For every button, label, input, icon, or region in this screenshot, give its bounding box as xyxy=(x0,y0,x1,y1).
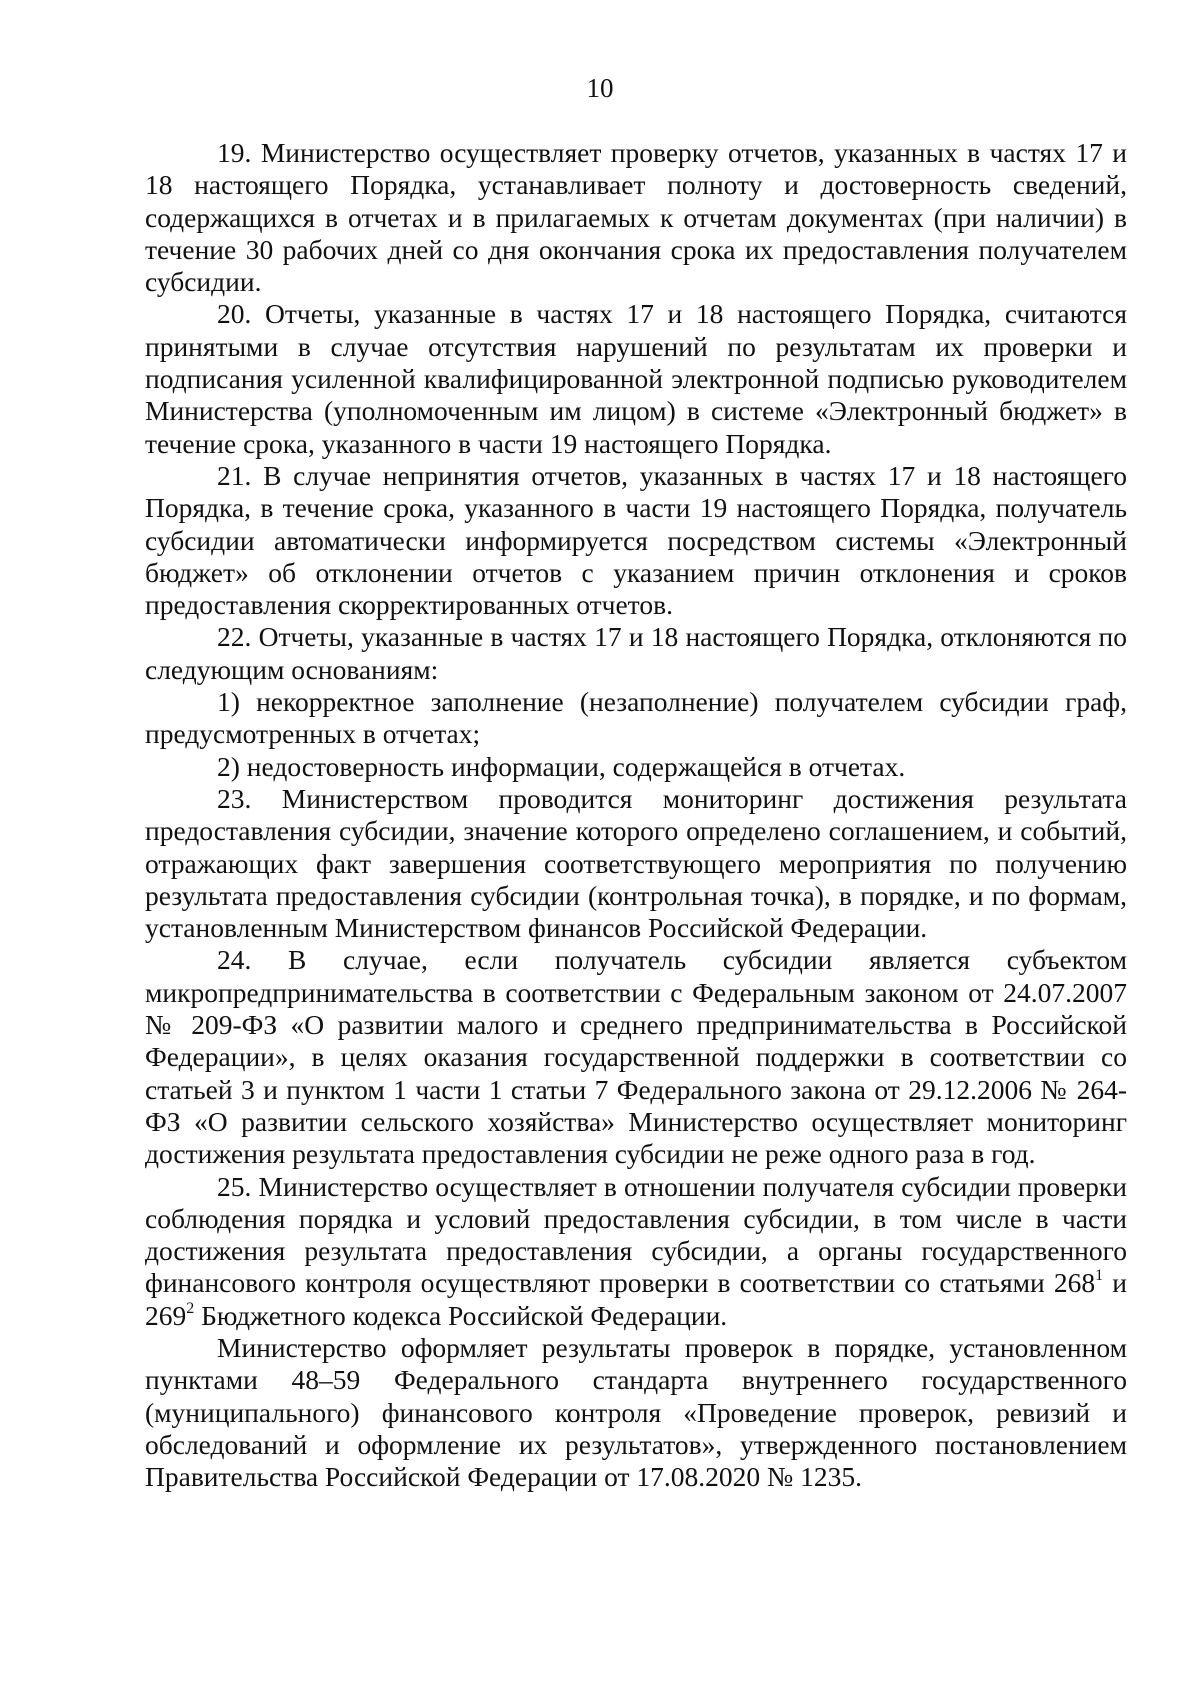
paragraph-19: 19. Министерство осуществляет проверку отчетов, указанных в частях 17 и 18 настоящего Порядка, устанавливает полноту и достоверность сведений, содержащихся в отчетах и в прилагаемых к отчетам документах (при наличии) в течение 30 рабочих дней со дня окончания срока их предоставления получателем субсидии. xyxy=(145,137,1127,298)
page-number: 10 xyxy=(586,73,614,103)
paragraph-20: 20. Отчеты, указанные в частях 17 и 18 настоящего Порядка, считаются принятыми в случае отсутствия нарушений по результатам их проверки и подписания усиленной квалифицированной электронной подписью руководителем Министерства (уполномоченным им лицом) в системе «Электронный бюджет» в течение срока, указанного в части 19 настоящего Порядка. xyxy=(145,298,1127,459)
paragraph-25 xyxy=(145,1171,1127,1332)
paragraph-23: 23. Министерством проводится мониторинг достижения результата предоставления субсидии, значение которого определено соглашением, и событий, отражающих факт завершения соответствующего мероприятия по получению результата предоставления субсидии (контрольная точка), в порядке, и по формам, установленным Министерством финансов Российской Федерации. xyxy=(145,782,1127,944)
paragraph-25-text-before: 25. Министерство осуществляет в отношении получателя субсидии проверки соблюдения порядка и условий предоставления субсидии, в том числе в части достижения результата предоставления субсидии, а органы государственного финансового контроля осуществляют проверки в соответствии со статьями 268 xyxy=(145,1170,1127,1299)
paragraph-22-item-1: 1) некорректное заполнение (незаполнение) получателем субсидии граф, предусмотренных в отчетах; xyxy=(145,686,1127,750)
paragraph-24: 24. В случае, если получатель субсидии является субъектом микропредпринимательства в соответствии с Федеральным законом от 24.07.2007 № 209-ФЗ «О развитии малого и среднего предпринимательства в Российской Федерации», в целях оказания государственной поддержки в соответствии со статьей 3 и пунктом 1 части 1 статьи 7 Федерального закона от 29.12.2006 № 264-ФЗ «О развитии сельского хозяйства» Министерство осуществляет мониторинг достижения результата предоставления субсидии не реже одного раза в год. xyxy=(145,944,1127,1170)
superscript-1: 1 xyxy=(1095,1267,1104,1285)
paragraph-25-text-middle: и 269 xyxy=(145,1267,1127,1331)
paragraph-25-continuation: Министерство оформляет результаты проверок в порядке, установленном пунктами 48–59 Федерального стандарта внутреннего государственного (муниципального) финансового контроля «Проведение проверок, ревизий и обследований и оформление их результатов», утвержденного постановлением Правительства Российской Федерации от 17.08.2020 № 1235. xyxy=(145,1331,1127,1493)
paragraph-22: 22. Отчеты, указанные в частях 17 и 18 настоящего Порядка, отклоняются по следующим основаниям: xyxy=(145,621,1127,685)
document-body xyxy=(145,137,1127,1493)
paragraph-22-item-2: 2) недостоверность информации, содержащейся в отчетах. xyxy=(217,750,906,782)
paragraph-25-text-after: Бюджетного кодекса Российской Федерации. xyxy=(194,1299,728,1331)
superscript-2: 2 xyxy=(186,1299,195,1317)
paragraph-21: 21. В случае непринятия отчетов, указанных в частях 17 и 18 настоящего Порядка, в течение срока, указанного в части 19 настоящего Порядка, получатель субсидии автоматически информируется посредством системы «Электронный бюджет» об отклонении отчетов с указанием причин отклонения и сроков предоставления скорректированных отчетов. xyxy=(145,459,1127,621)
